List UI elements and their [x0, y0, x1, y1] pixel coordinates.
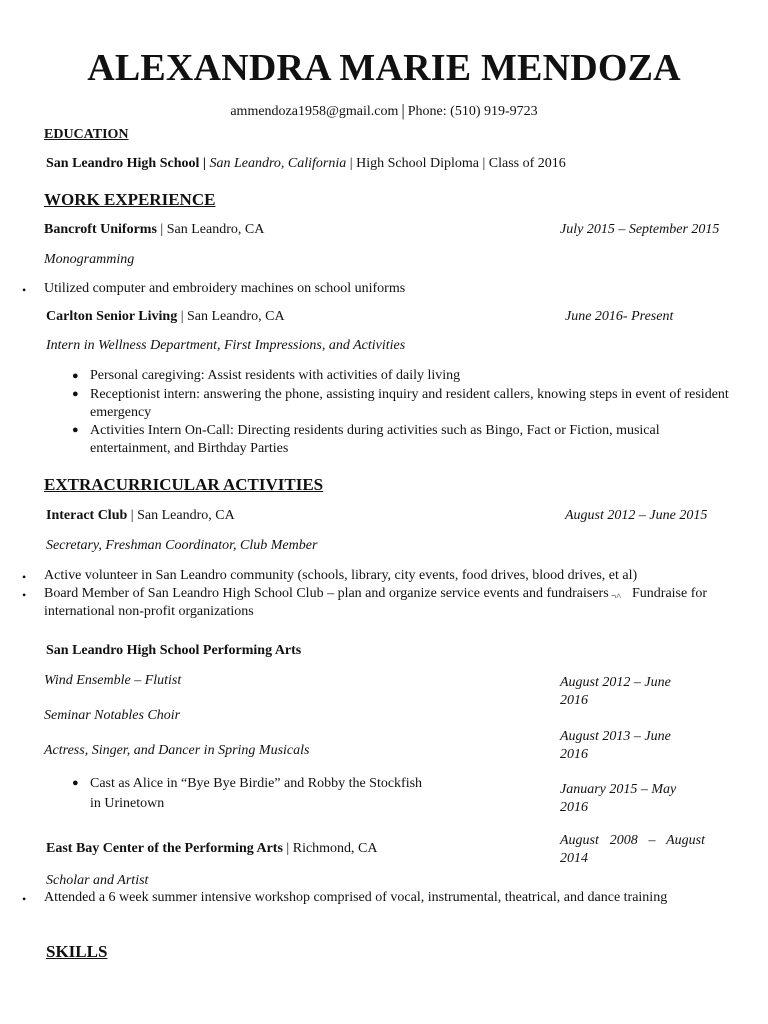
bullet-icon: ●	[72, 424, 79, 436]
activity-org: San Leandro High School Performing Arts	[46, 643, 302, 658]
education-heading: EDUCATION	[44, 127, 129, 142]
bullet-icon: •	[22, 283, 27, 297]
bullet-icon: ●	[72, 777, 79, 789]
activity-dates: August 2012 – June 2015	[565, 508, 708, 523]
activity-header	[46, 841, 378, 857]
activity-org: East Bay Center of the Performing Arts	[46, 841, 283, 856]
activity-role: Secretary, Freshman Coordinator, Club Member	[46, 538, 318, 553]
performing-item: Seminar Notables Choir	[44, 708, 181, 723]
activity-org: Interact Club	[46, 508, 128, 523]
activity-location: | Richmond, CA	[286, 841, 378, 856]
work-heading: WORK EXPERIENCE	[44, 190, 216, 209]
job-role: Intern in Wellness Department, First Impressions, and Activities	[46, 338, 406, 353]
job-bullet: Utilized computer and embroidery machines on school uniforms	[44, 281, 406, 296]
job-bullet: Personal caregiving: Assist residents with activities of daily living	[90, 368, 461, 383]
job-org: Bancroft Uniforms	[44, 222, 157, 237]
performing-dates: August 2013 – June 2016	[560, 729, 671, 762]
school-name: San Leandro High School	[46, 156, 200, 171]
performing-sub-bullet: Cast as Alice in “Bye Bye Birdie” and Robby the Stockfish in Urinetown	[90, 776, 423, 811]
activity-location: | San Leandro, CA	[130, 508, 235, 523]
skills-heading: SKILLS	[46, 942, 108, 961]
job-location: | San Leandro, CA	[180, 309, 285, 324]
job-bullet: Receptionist intern: answering the phone, assisting inquiry and resident callers, knowing steps in event of resident emergency	[90, 387, 729, 420]
job-bullet: Activities Intern On-Call: Directing residents during activities such as Bingo, Fact or Fiction, musical entertainment, and Birthday Parties	[90, 423, 660, 456]
bullet-icon: •	[22, 570, 27, 584]
education-pipe: |	[202, 156, 206, 171]
activity-bullet: Active volunteer in San Leandro community (schools, library, city events, food drives, blood drives, et al)	[44, 568, 638, 583]
contact-line	[0, 100, 768, 120]
education-details: | High School Diploma | Class of 2016	[349, 156, 566, 171]
job-header	[44, 222, 264, 238]
bullet-icon: •	[22, 588, 27, 602]
bullet-icon: ●	[72, 370, 79, 382]
job-dates: June 2016- Present	[565, 309, 674, 324]
resume-name: ALEXANDRA MARIE MENDOZA	[87, 47, 681, 89]
bullet-icon: •	[22, 892, 27, 906]
job-dates: July 2015 – September 2015	[560, 222, 720, 237]
bullet-icon: ●	[72, 388, 79, 400]
activity-dates: August 2008 – August 2014	[560, 833, 705, 866]
job-role: Monogramming	[44, 252, 135, 267]
activity-role: Scholar and Artist	[46, 873, 149, 888]
school-location: San Leandro, California	[209, 156, 347, 171]
education-line	[46, 156, 566, 172]
extracurricular-heading: EXTRACURRICULAR ACTIVITIES	[44, 475, 324, 494]
job-location: | San Leandro, CA	[160, 222, 265, 237]
performing-dates: August 2012 – June 2016	[560, 675, 671, 708]
contact-separator: |	[401, 101, 405, 120]
performing-item: Wind Ensemble – Flutist	[44, 673, 182, 688]
phone-text: Phone: (510) 919-9723	[407, 104, 538, 119]
performing-dates: January 2015 – May 2016	[560, 782, 677, 815]
activity-bullet-continued: Fundraise for	[632, 586, 708, 601]
stray-symbol-icon: ¬˄	[611, 591, 622, 601]
email-text: ammendoza1958@gmail.com	[230, 104, 399, 119]
activity-bullet: Attended a 6 week summer intensive workshop comprised of vocal, instrumental, theatrical, and dance training	[44, 890, 668, 905]
activity-bullet-continued: international non-profit organizations	[44, 604, 254, 619]
job-header	[46, 309, 285, 325]
activity-bullet: Board Member of San Leandro High School Club – plan and organize service events and fundraisers	[44, 586, 609, 601]
activity-header	[46, 508, 235, 524]
performing-item: Actress, Singer, and Dancer in Spring Musicals	[44, 743, 310, 758]
job-org: Carlton Senior Living	[46, 309, 178, 324]
